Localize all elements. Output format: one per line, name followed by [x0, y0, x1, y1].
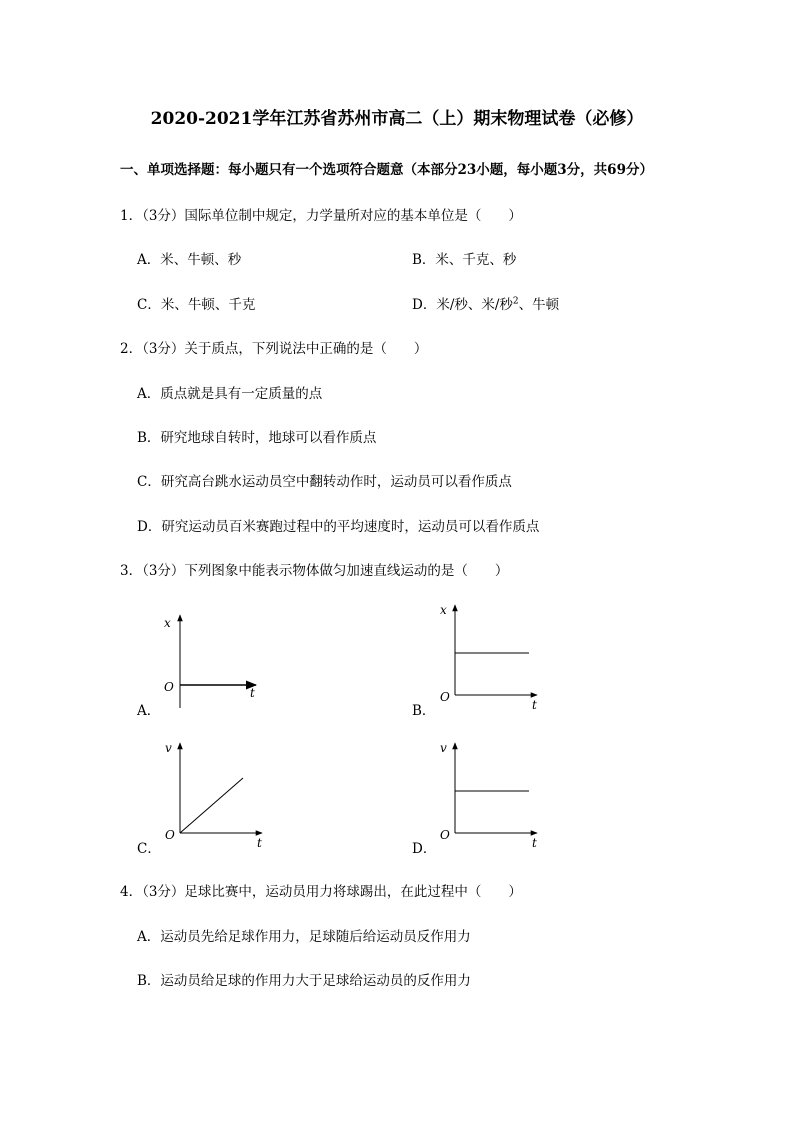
- graph-c-origin: O: [165, 828, 175, 842]
- graph-d: [425, 738, 550, 853]
- graph-a-origin: O: [164, 680, 174, 694]
- graph-a-option-label: A．: [137, 703, 161, 719]
- question-1-option-b: B．米、千克、秒: [412, 252, 517, 268]
- graph-b: [425, 600, 550, 715]
- question-4-option-a: A．运动员先给足球作用力，足球随后给运动员反作用力: [137, 929, 471, 945]
- graph-b-origin: O: [440, 690, 450, 704]
- graph-d-option-label: D．: [412, 841, 437, 857]
- superscript-2: 2: [512, 296, 519, 307]
- graph-a-x-label: t: [250, 686, 255, 700]
- graph-d-origin: O: [440, 828, 450, 842]
- graph-a-y-label: x: [164, 616, 171, 630]
- section-header: 一、单项选择题：每小题只有一个选项符合题意（本部分23小题，每小题3分，共69分）: [120, 162, 653, 178]
- question-1-option-a: A．米、牛顿、秒: [137, 252, 242, 268]
- page-title: 2020-2021学年江苏省苏州市高二（上）期末物理试卷（必修）: [150, 109, 644, 129]
- question-4-stem: 4．（3分）足球比赛中，运动员用力将球踢出，在此过程中（ ）: [120, 884, 522, 900]
- question-2-option-a: A．质点就是具有一定质量的点: [137, 386, 323, 402]
- question-3-stem: 3．（3分）下列图象中能表示物体做匀加速直线运动的是（ ）: [120, 563, 509, 579]
- graph-c-option-label: C．: [137, 841, 161, 857]
- graph-c-x-label: t: [257, 836, 262, 850]
- question-1-option-d-text-end: 、牛顿: [518, 297, 560, 313]
- question-2-stem: 2．（3分）关于质点，下列说法中正确的是（ ）: [120, 341, 428, 357]
- graph-c: [150, 738, 275, 853]
- question-2-option-c: C．研究高台跳水运动员空中翻转动作时，运动员可以看作质点: [137, 474, 512, 490]
- graph-b-y-label: x: [440, 603, 447, 617]
- graph-c-data-line: [180, 778, 243, 833]
- graph-a: [150, 605, 270, 720]
- graph-c-y-label: v: [165, 741, 172, 755]
- graph-d-x-label: t: [532, 836, 537, 850]
- graph-d-y-label: v: [440, 741, 447, 755]
- question-2-option-d: D．研究运动员百米赛跑过程中的平均速度时，运动员可以看作质点: [137, 519, 540, 535]
- question-1-stem: 1．（3分）国际单位制中规定，力学量所对应的基本单位是（ ）: [120, 208, 522, 224]
- question-1-option-d: [412, 293, 559, 313]
- question-1-option-d-text: D．米/秒、米/秒: [412, 297, 513, 313]
- graph-b-x-label: t: [532, 698, 537, 712]
- graph-b-option-label: B．: [412, 703, 436, 719]
- question-1-option-c: C．米、牛顿、千克: [137, 297, 256, 313]
- question-4-option-b: B．运动员给足球的作用力大于足球给运动员的反作用力: [137, 973, 471, 989]
- question-2-option-b: B．研究地球自转时，地球可以看作质点: [137, 430, 377, 446]
